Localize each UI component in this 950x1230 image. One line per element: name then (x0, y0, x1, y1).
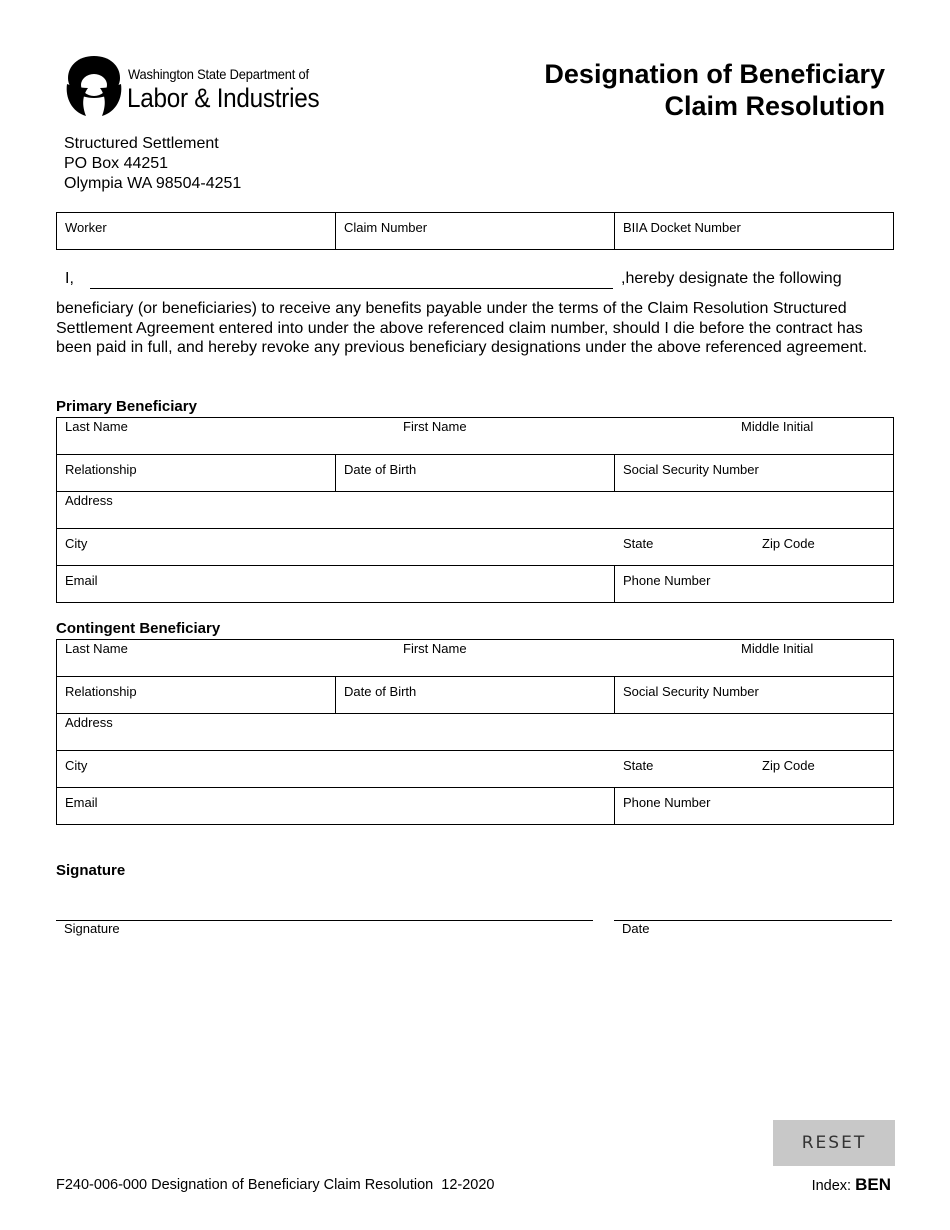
contingent-email-field[interactable] (57, 788, 614, 824)
primary-dob-field[interactable] (335, 455, 614, 491)
contingent-ssn-label: Social Security Number (623, 684, 759, 699)
claim-info-row (57, 213, 893, 249)
worker-field[interactable] (57, 213, 335, 249)
primary-city-row[interactable] (57, 528, 893, 565)
agency-logo-icon (64, 54, 124, 118)
signature-label: Signature (64, 921, 120, 936)
biia-docket-label: BIIA Docket Number (623, 220, 741, 235)
contingent-last-name-label: Last Name (65, 641, 128, 656)
contingent-city-row[interactable] (57, 750, 893, 787)
contingent-name-row[interactable] (57, 640, 893, 676)
signature-date-label: Date (622, 921, 650, 936)
form-id-footer: F240-006-000 Designation of Beneficiary Claim Resolution 12-2020 (56, 1177, 495, 1193)
contingent-beneficiary-table (56, 639, 894, 825)
logo-department-text: Washington State Department of (128, 66, 309, 82)
claim-info-table (56, 212, 894, 250)
primary-beneficiary-heading: Primary Beneficiary (56, 398, 197, 415)
primary-email-label: Email (65, 573, 98, 588)
primary-beneficiary-table (56, 417, 894, 603)
title-line-2: Claim Resolution (664, 91, 885, 121)
primary-first-name-label: First Name (403, 419, 467, 434)
page-title (544, 58, 885, 122)
contingent-city-label: City (65, 758, 88, 773)
biia-docket-field[interactable] (614, 213, 893, 249)
claim-number-label: Claim Number (344, 220, 428, 235)
index-label: Index: (811, 1178, 852, 1194)
contingent-contact-row (57, 787, 893, 824)
designation-paragraph: beneficiary (or beneficiaries) to receive any benefits payable under the terms of the Claim Resolution Structured Settlement Agreement entered into under the above referenced claim number, should I die before the contract has been paid in full, and hereby revoke any previous beneficiary designations under the above referenced agreement. (56, 300, 868, 357)
primary-phone-field[interactable] (614, 566, 893, 602)
contingent-relationship-field[interactable] (57, 677, 335, 713)
address-line-1: Structured Settlement (64, 135, 219, 152)
primary-name-row[interactable] (57, 418, 893, 454)
logo-agency-text: Labor & Industries (127, 83, 320, 113)
primary-dob-label: Date of Birth (344, 462, 417, 477)
index-value: BEN (855, 1175, 891, 1194)
contingent-first-name-label: First Name (403, 641, 467, 656)
contingent-ssn-field[interactable] (614, 677, 893, 713)
designator-i-label: I, (65, 270, 74, 287)
designate-text: ,hereby designate the following (621, 270, 842, 287)
primary-email-field[interactable] (57, 566, 614, 602)
primary-city-label: City (65, 536, 88, 551)
title-line-1: Designation of Beneficiary (544, 59, 885, 89)
mailing-address (64, 134, 241, 194)
address-line-2: PO Box 44251 (64, 155, 169, 172)
signature-field[interactable] (56, 920, 593, 921)
primary-address-field[interactable] (57, 491, 893, 528)
contingent-middle-initial-label: Middle Initial (741, 641, 814, 656)
contingent-beneficiary-heading: Contingent Beneficiary (56, 620, 221, 637)
contingent-dob-label: Date of Birth (344, 684, 417, 699)
primary-ssn-label: Social Security Number (623, 462, 759, 477)
worker-label: Worker (65, 220, 107, 235)
primary-id-row (57, 454, 893, 491)
contingent-id-row (57, 676, 893, 713)
contingent-dob-field[interactable] (335, 677, 614, 713)
primary-contact-row (57, 565, 893, 602)
contingent-relationship-label: Relationship (65, 684, 137, 699)
primary-ssn-field[interactable] (614, 455, 893, 491)
contingent-email-label: Email (65, 795, 98, 810)
primary-phone-label: Phone Number (623, 573, 711, 588)
contingent-state-label: State (623, 758, 654, 773)
primary-relationship-field[interactable] (57, 455, 335, 491)
primary-zip-label: Zip Code (762, 536, 815, 551)
agency-logo (64, 54, 326, 118)
designator-name-field[interactable] (90, 288, 613, 289)
primary-address-label: Address (65, 493, 113, 508)
reset-button[interactable]: RESET (773, 1120, 895, 1166)
primary-relationship-label: Relationship (65, 462, 137, 477)
contingent-phone-field[interactable] (614, 788, 893, 824)
claim-number-field[interactable] (335, 213, 614, 249)
form-index (812, 1175, 891, 1195)
contingent-address-label: Address (65, 715, 113, 730)
address-line-3: Olympia WA 98504-4251 (64, 175, 242, 192)
primary-last-name-label: Last Name (65, 419, 128, 434)
signature-heading: Signature (56, 862, 126, 879)
signature-date-field[interactable] (614, 920, 892, 921)
contingent-phone-label: Phone Number (623, 795, 711, 810)
primary-middle-initial-label: Middle Initial (741, 419, 814, 434)
contingent-address-field[interactable] (57, 713, 893, 750)
primary-state-label: State (623, 536, 654, 551)
contingent-zip-label: Zip Code (762, 758, 815, 773)
